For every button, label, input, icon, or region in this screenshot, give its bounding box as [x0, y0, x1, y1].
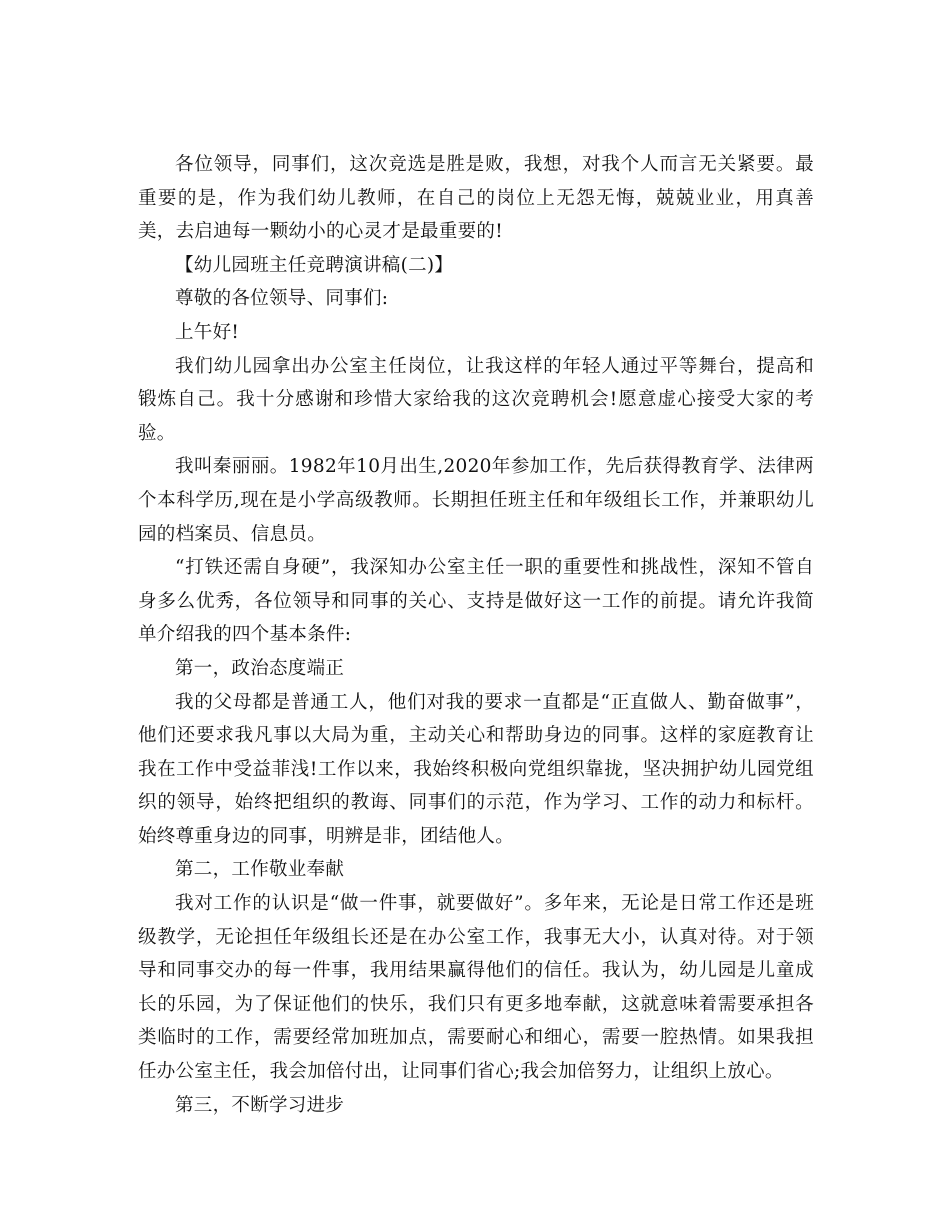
point-one-paragraph: 我的父母都是普通工人，他们对我的要求一直都是“正直做人、勤奋做事”，他们还要求我凡事以大局为重，主动关心和帮助身边的同事。这样的家庭教育让我在工作中受益菲浅!工作以来，我始终积极向党组织靠拢，坚决拥护幼儿园党组织的领导，始终把组织的教诲、同事们的示范，作为学习、工作的动力和标杆。始终尊重身边的同事，明辨是非，团结他人。 — [138, 691, 814, 847]
document-body — [138, 148, 814, 1122]
point-two-heading: 第二，工作敬业奉献 — [175, 859, 345, 881]
salutation: 尊敬的各位领导、同事们: — [175, 288, 389, 310]
point-three-heading: 第三，不断学习进步 — [175, 1094, 345, 1116]
point-one-heading: 第一，政治态度端正 — [175, 657, 345, 679]
section-heading: 【幼儿园班主任竞聘演讲稿(二)】 — [175, 254, 454, 276]
closing-paragraph: 各位领导，同事们，这次竞选是胜是败，我想，对我个人而言无关紧要。最重要的是，作为我们幼儿教师，在自己的岗位上无怨无悔，兢兢业业，用真善美，去启迪每一颗幼小的心灵才是最重要的! — [138, 154, 814, 243]
conditions-intro-paragraph: “打铁还需自身硬”，我深知办公室主任一职的重要性和挑战性，深知不管自身多么优秀，各位领导和同事的关心、支持是做好这一工作的前提。请允许我简单介绍我的四个基本条件: — [138, 557, 814, 646]
point-two-paragraph: 我对工作的认识是“做一件事，就要做好”。多年来，无论是日常工作还是班级教学，无论担任年级组长还是在办公室工作，我事无大小，认真对待。对于领导和同事交办的每一件事，我用结果赢得他们的信任。我认为，幼儿园是儿童成长的乐园，为了保证他们的快乐，我们只有更多地奉献，这就意味着需要承担各类临时的工作，需要经常加班加点，需要耐心和细心，需要一腔热情。如果我担任办公室主任，我会加倍付出，让同事们省心;我会加倍努力，让组织上放心。 — [138, 893, 814, 1083]
self-intro-paragraph: 我叫秦丽丽。1982年10月出生,2020年参加工作，先后获得教育学、法律两个本科学历,现在是小学高级教师。长期担任班主任和年级组长工作，并兼职幼儿园的档案员、信息员。 — [138, 456, 814, 545]
greeting: 上午好! — [175, 321, 240, 343]
intro-paragraph: 我们幼儿园拿出办公室主任岗位，让我这样的年轻人通过平等舞台，提高和锻炼自己。我十分感谢和珍惜大家给我的这次竞聘机会!愿意虚心接受大家的考验。 — [138, 355, 814, 444]
